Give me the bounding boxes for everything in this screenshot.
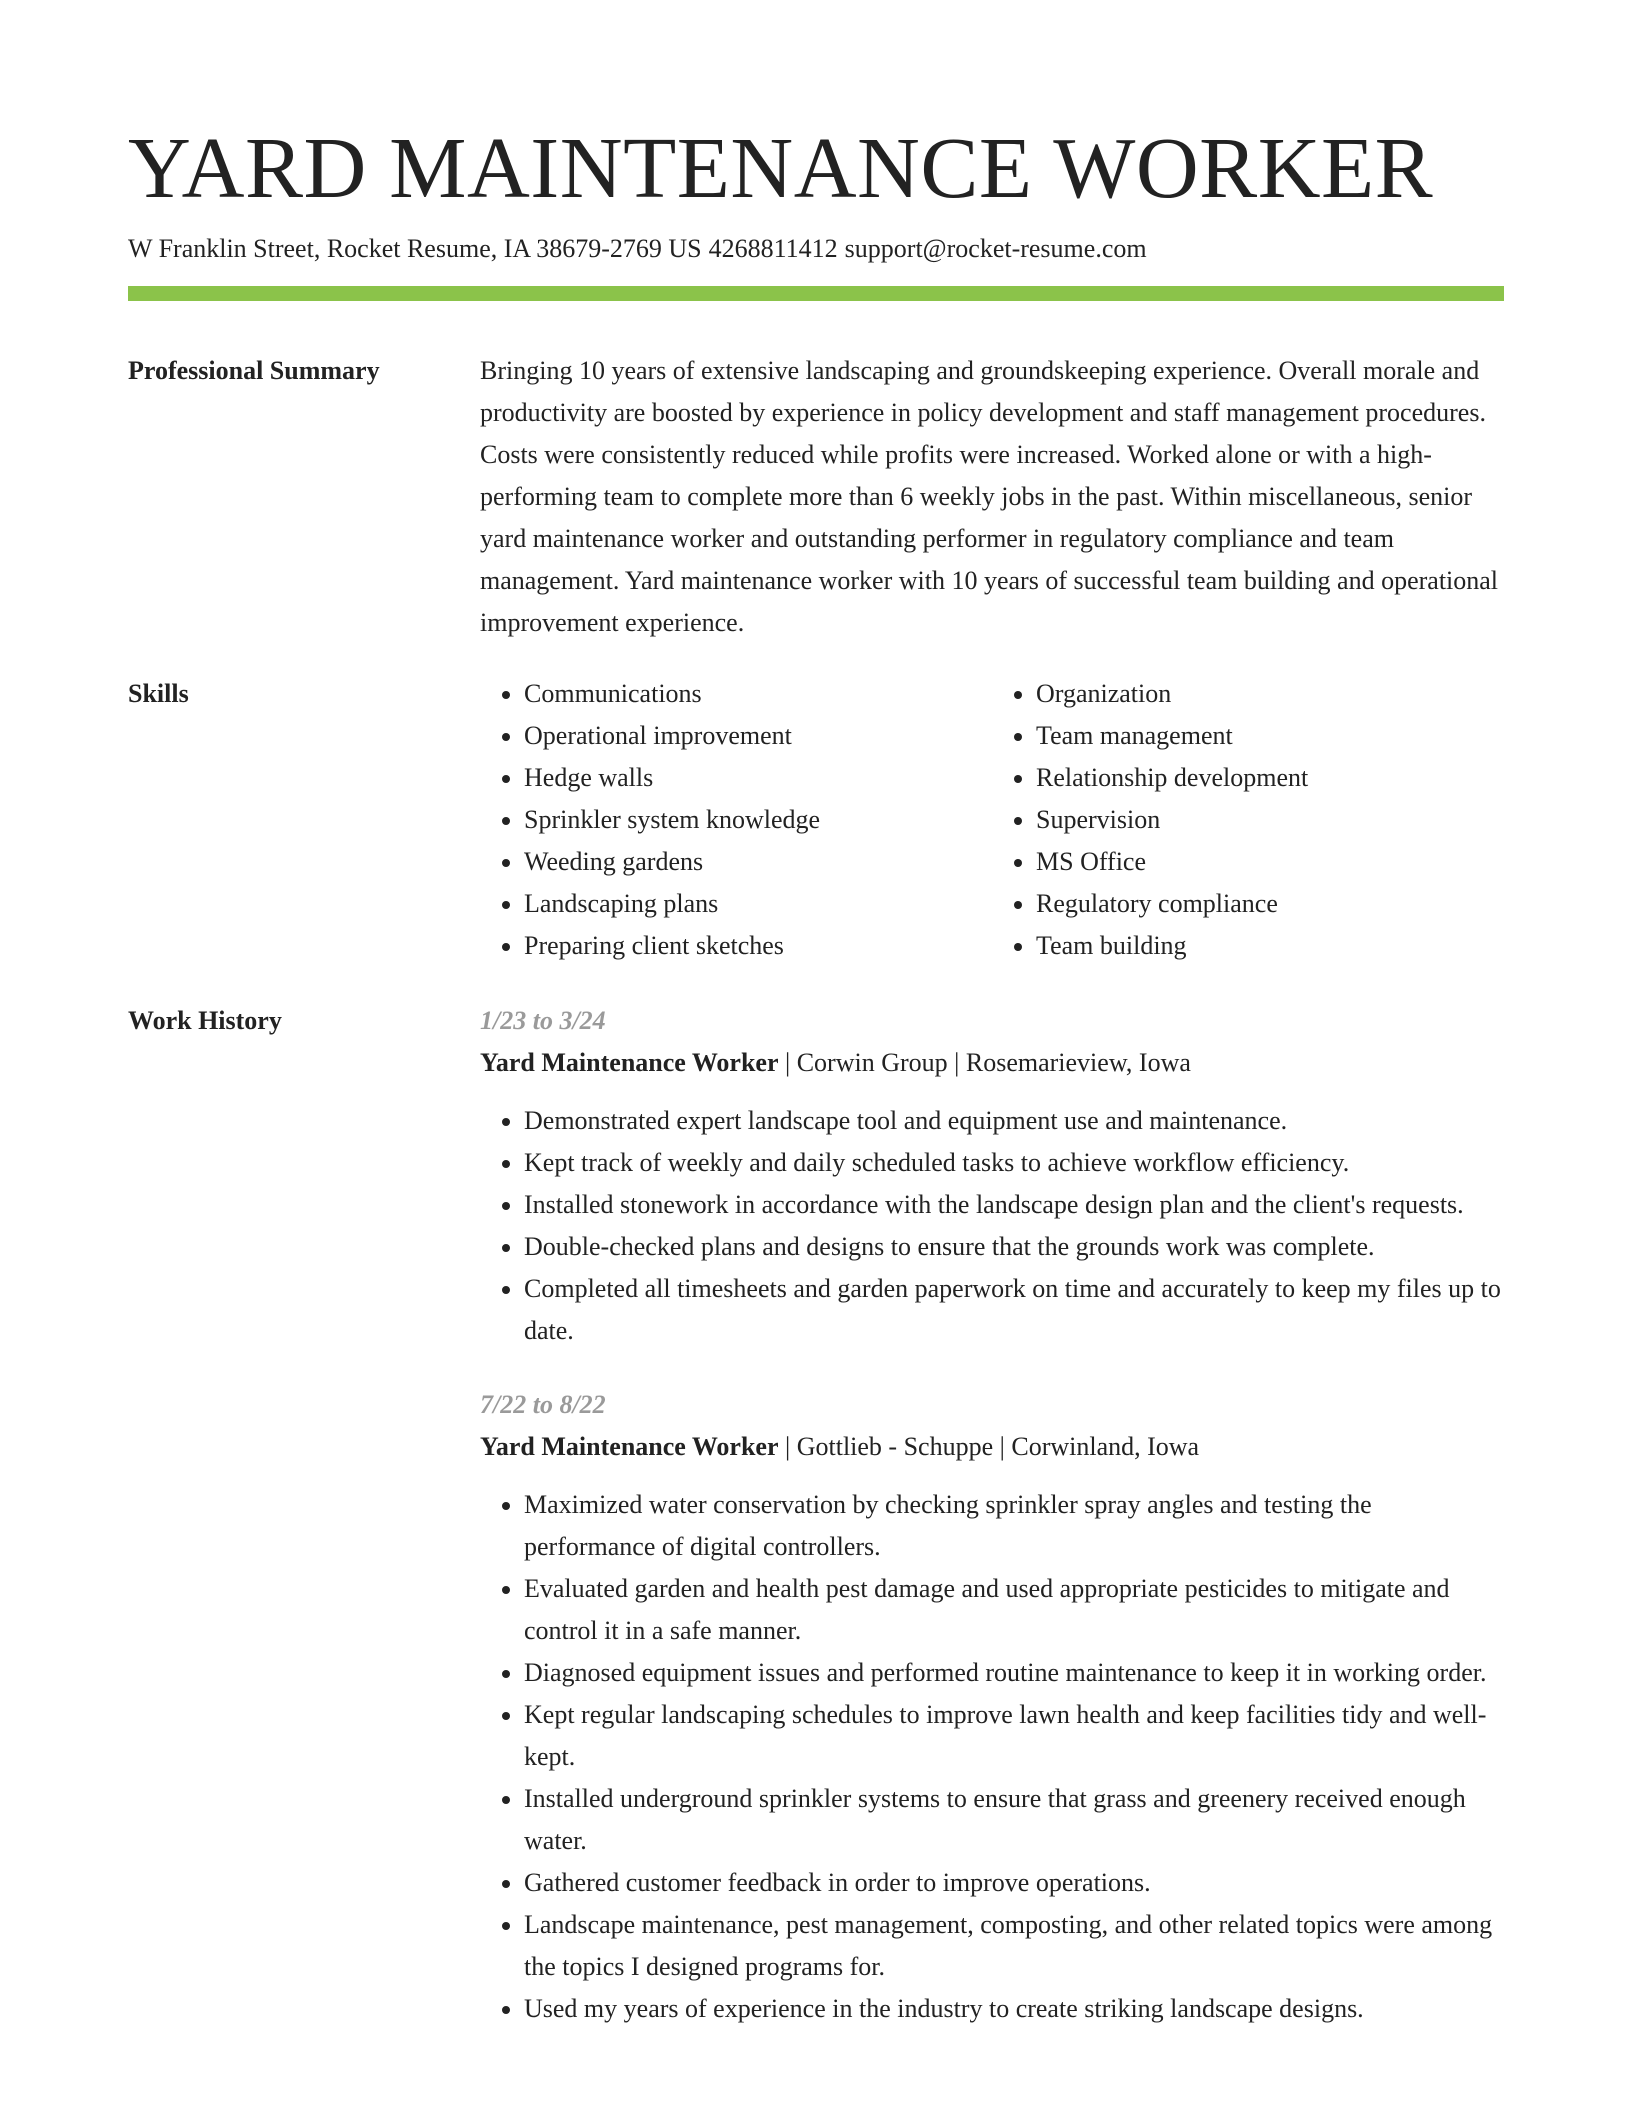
job-bullet: • Landscape maintenance, pest management, composting, and other related topics were among the topics I designed programs for. bbox=[524, 1904, 1504, 1988]
job-dates: 7/22 to 8/22 bbox=[480, 1390, 606, 1419]
job-bullet: • Diagnosed equipment issues and performed routine maintenance to keep it in working order. bbox=[524, 1652, 1504, 1694]
skills-body bbox=[480, 673, 1504, 967]
skill-item: • Regulatory compliance bbox=[1036, 883, 1504, 925]
job-bullet: • Used my years of experience in the industry to create striking landscape designs. bbox=[524, 1988, 1504, 2030]
job-entry bbox=[480, 1384, 1504, 2030]
job-role: Yard Maintenance Worker bbox=[480, 1432, 779, 1461]
job-separator: | bbox=[785, 1432, 791, 1461]
skill-item: • Organization bbox=[1036, 673, 1504, 715]
skill-item: • Preparing client sketches bbox=[524, 925, 992, 967]
job-company: Gottlieb - Schuppe bbox=[796, 1432, 994, 1461]
job-bullet-list bbox=[480, 1484, 1504, 2030]
skill-item: • MS Office bbox=[1036, 841, 1504, 883]
resume-title: YARD MAINTENANCE WORKER bbox=[128, 119, 1434, 216]
contact-phone: 4268811412 bbox=[708, 234, 838, 263]
skill-item: • Operational improvement bbox=[524, 715, 992, 757]
job-bullet: • Completed all timesheets and garden paperwork on time and accurately to keep my files up to date. bbox=[524, 1268, 1504, 1352]
contact-address: W Franklin Street, Rocket Resume, IA 38679-2769 US bbox=[128, 234, 702, 263]
job-bullet: • Maximized water conservation by checking sprinkler spray angles and testing the performance of digital controllers. bbox=[524, 1484, 1504, 1568]
skill-item: • Team building bbox=[1036, 925, 1504, 967]
job-separator: | bbox=[785, 1048, 791, 1077]
skill-item: • Communications bbox=[524, 673, 992, 715]
skills-heading: Skills bbox=[128, 679, 189, 708]
job-location: Corwinland, Iowa bbox=[1011, 1432, 1200, 1461]
work-history-body bbox=[480, 1000, 1504, 2030]
job-bullet: • Kept track of weekly and daily scheduled tasks to achieve workflow efficiency. bbox=[524, 1142, 1504, 1184]
job-bullet: • Installed stonework in accordance with the landscape design plan and the client's requests. bbox=[524, 1184, 1504, 1226]
job-bullet: • Demonstrated expert landscape tool and equipment use and maintenance. bbox=[524, 1100, 1504, 1142]
work-history-heading: Work History bbox=[128, 1006, 282, 1035]
summary-heading: Professional Summary bbox=[128, 356, 380, 385]
skill-item: • Team management bbox=[1036, 715, 1504, 757]
summary-text: Bringing 10 years of extensive landscaping and groundskeeping experience. Overall morale and productivity are boosted by experience in policy development and staff management procedures. Costs were consistently reduced while profits were increased. Worked alone or with a high-performing team to complete more than 6 weekly jobs in the past. Within miscellaneous, senior yard maintenance worker and outstanding performer in regulatory compliance and team management. Yard maintenance worker with 10 years of successful team building and operational improvement experience. bbox=[480, 356, 1499, 637]
contact-line bbox=[128, 232, 1147, 266]
job-bullet: • Double-checked plans and designs to ensure that the grounds work was complete. bbox=[524, 1226, 1504, 1268]
skill-item: • Sprinkler system knowledge bbox=[524, 799, 992, 841]
job-bullet-list bbox=[480, 1100, 1504, 1352]
job-bullet: • Kept regular landscaping schedules to improve lawn health and keep facilities tidy and well-kept. bbox=[524, 1694, 1504, 1778]
job-bullet: • Gathered customer feedback in order to improve operations. bbox=[524, 1862, 1504, 1904]
skill-item: • Relationship development bbox=[1036, 757, 1504, 799]
job-separator: | bbox=[954, 1048, 960, 1077]
skills-list-right bbox=[992, 673, 1504, 967]
header-divider bbox=[128, 286, 1504, 301]
job-location: Rosemarieview, Iowa bbox=[965, 1048, 1191, 1077]
job-separator: | bbox=[999, 1432, 1005, 1461]
skills-list-left bbox=[480, 673, 992, 967]
job-bullet: • Installed underground sprinkler systems to ensure that grass and greenery received enough water. bbox=[524, 1778, 1504, 1862]
job-header bbox=[480, 1426, 1504, 1468]
summary-body bbox=[480, 350, 1504, 644]
job-role: Yard Maintenance Worker bbox=[480, 1048, 779, 1077]
job-header bbox=[480, 1042, 1504, 1084]
skill-item: • Supervision bbox=[1036, 799, 1504, 841]
job-company: Corwin Group bbox=[796, 1048, 948, 1077]
job-entry bbox=[480, 1000, 1504, 1352]
contact-email: support@rocket-resume.com bbox=[844, 234, 1147, 263]
skill-item: • Hedge walls bbox=[524, 757, 992, 799]
job-bullet: • Evaluated garden and health pest damage and used appropriate pesticides to mitigate and control it in a safe manner. bbox=[524, 1568, 1504, 1652]
job-dates: 1/23 to 3/24 bbox=[480, 1006, 606, 1035]
skill-item: • Landscaping plans bbox=[524, 883, 992, 925]
skill-item: • Weeding gardens bbox=[524, 841, 992, 883]
skills-columns bbox=[480, 673, 1504, 967]
